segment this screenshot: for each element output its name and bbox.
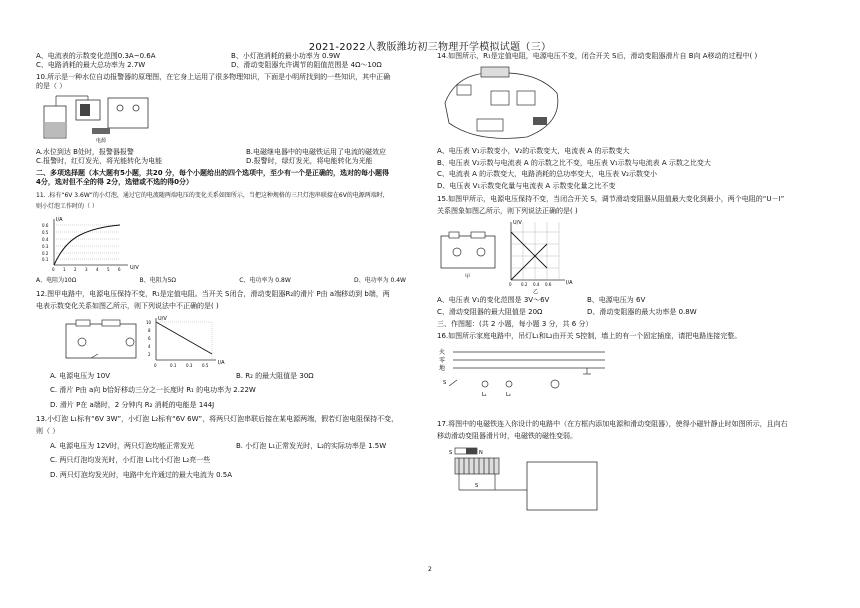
q11-xtick: 6 xyxy=(118,266,121,272)
q16-stem: 16.如图所示家庭电路中，吊灯L₁和L₂由开关 S控制，墙上的有一个固定插座，请把电路连接完整。 xyxy=(437,332,742,341)
page-number: 2 xyxy=(428,566,432,573)
q15-xtick: 0.2 xyxy=(521,282,528,288)
q17-needle-s-label: S xyxy=(449,449,453,456)
q15-xtick: 0 xyxy=(509,282,512,288)
q12-ytick: 6 xyxy=(148,335,151,341)
q13-option-c: C. 两只灯泡均发光时，小灯泡 L₁比小灯泡 L₂亮一些 xyxy=(50,456,211,465)
q11-ytick: 0.6 xyxy=(42,222,49,228)
q12-xtick: 0 xyxy=(154,362,157,368)
q12-circuit-figure xyxy=(36,314,236,370)
q14-option-a: A、电压表 V₁示数变小，V₂的示数变大，电流表 A 的示数变大 xyxy=(437,147,630,156)
q15-fig-left-label: 甲 xyxy=(465,274,471,281)
q11-xtick: 1 xyxy=(63,266,66,272)
q14-stem: 14.如图所示，R₁是定值电阻，电源电压不变，闭合开关 S后，滑动变阻器滑片自 B向 A移动的过程中( ) xyxy=(437,52,758,60)
left-column xyxy=(36,52,426,480)
q13-option-d: D. 两只灯泡均发光时，电路中允许通过的最大电流为 0.5A xyxy=(50,470,232,479)
q13-stem-line1: 13.小灯泡 L₁标有“6V 3W”，小灯泡 L₂标有“6V 6W”，将两只灯泡串联后接在某电源两端，假若灯泡电阻保持不变， xyxy=(36,414,399,423)
q11-xtick: 5 xyxy=(107,266,110,272)
page-title: 2021-2022人教版潍坊初三物理开学模拟试题（三） xyxy=(308,42,552,53)
q16-live-label: 火 xyxy=(439,348,446,356)
q16-household-circuit xyxy=(437,344,607,404)
right-column xyxy=(437,52,832,516)
q15-option-b: B、电源电压为 6V xyxy=(587,296,646,305)
q13-option-b: B. 小灯泡 L₁正常发光时，L₂的实际功率是 1.5W xyxy=(236,441,387,450)
q11-options xyxy=(36,277,406,285)
q14-option-b: B、电压表 V₂示数与电流表 A 的示数之比不变，电压表 V₁示数与电流表 A 示数之比变大 xyxy=(437,158,711,167)
q16-ground-label: 地 xyxy=(439,364,446,372)
q15-fig-ylabel: U/V xyxy=(513,220,522,227)
q15-option-d: D、滑动变阻器的最大功率是 0.8W xyxy=(587,307,697,316)
q14-option-d: D、电压表 V₁示数变化量与电流表 A 示数变化量之比不变 xyxy=(437,181,616,190)
q12-xtick: 0.1 xyxy=(170,362,177,368)
q10-stem-line1: 10.所示是一种水位自动报警器的原理图，在它身上运用了很多物理知识，下面是小明所找到的一些知识，其中正确 xyxy=(36,72,391,81)
q12-stem-line2: 电表示数变化关系如图乙所示，则下列说法中不正确的是( ) xyxy=(36,302,219,311)
q15-option-c: C、滑动变阻器的最大阻值是 20Ω xyxy=(437,307,543,316)
q9-option-a: A、电流表的示数变化范围0.3A~0.6A xyxy=(36,52,156,60)
q12-ytick: 8 xyxy=(148,327,151,333)
q12-option-c: C. 滑片 P由 a向 b恰好移动三分之一长度时 R₁ 的电功率为 2.22W xyxy=(50,386,256,395)
q15-xtick: 0.4 xyxy=(533,282,540,288)
q11-option-b: B、电阻为5Ω xyxy=(139,276,177,284)
q12-option-d: D. 滑片 P在 a端时，2 分钟内 R₂ 消耗的电能是 144J xyxy=(50,400,215,409)
q15-fig-right-label: 乙 xyxy=(533,289,539,295)
q12-stem-line1: 12.图甲电路中，电源电压保持不变，R₁是定值电阻。当开关 S闭合，滑动变阻器R₂的滑片 P由 a端移动到 b端，两 xyxy=(36,289,390,298)
q16-l1-label: L₁ xyxy=(482,391,487,398)
q11-ytick: 0.3 xyxy=(42,243,49,249)
q12-ytick: 10 xyxy=(146,319,152,325)
q10-options-row1 xyxy=(36,148,426,157)
q10-option-a: A.水位到达 B处时，报警器报警 xyxy=(36,147,134,156)
section2-heading-line1: 二、多项选择题（本大题有5小题，共20 分，每个小题给出的四个选项中，至少有一个是正确的，选对的每小题得 xyxy=(36,168,390,177)
q9-option-c: C、电路消耗的最大总功率为 2.7W xyxy=(36,61,146,70)
q15-circuit-and-graph xyxy=(437,218,577,294)
q13-stem-line2: 则（ ） xyxy=(36,427,60,436)
q11-option-c: C、电功率为 0.8W xyxy=(239,276,291,284)
q11-ytick: 0.2 xyxy=(42,250,49,256)
q12-ytick: 2 xyxy=(148,351,151,357)
q11-ytick: 0.5 xyxy=(42,229,49,235)
q10-option-d: D.报警时，绿灯发光，将电能转化为光能 xyxy=(246,157,373,166)
q17-switch-label: S xyxy=(475,482,479,489)
q13-options-row1 xyxy=(50,442,426,451)
q11-ytick: 0.1 xyxy=(42,256,49,262)
q12-xtick: 0.5 xyxy=(202,362,209,368)
q11-graph-xlabel: U/V xyxy=(130,264,139,271)
q15-stem-line2: 关系图象如图乙所示，则下列说法正确的是( ) xyxy=(437,206,578,215)
q17-stem-line1: 17.将图中的电磁铁连入你设计的电路中（在方框内添加电源和滑动变阻器），使得小磁针静止时如图所示，且向右 xyxy=(437,419,788,428)
q10-options-row2 xyxy=(36,157,426,166)
socket-icon xyxy=(551,380,559,388)
q15-xtick: 0.6 xyxy=(545,282,552,288)
q12-xtick: 0.3 xyxy=(186,362,193,368)
q15-stem-line1: 15.如图甲所示，电源电压保持不变，当闭合开关 S，调节滑动变阻器从阻值最大变化到最小，两个电阻的“U－I” xyxy=(437,195,785,204)
q12-fig-xlabel: I/A xyxy=(218,359,225,366)
q15-options-row1 xyxy=(437,296,832,305)
q11-xtick: 3 xyxy=(85,266,88,272)
q10-option-b: B.电磁继电器中的电磁铁运用了电流的磁效应 xyxy=(246,147,387,156)
section2-heading-line2: 4分，选对但不全的得 2分，选错或不选的得0分） xyxy=(36,178,194,187)
q16-neutral-label: 零 xyxy=(439,356,446,364)
q17-answer-box xyxy=(527,462,597,510)
q17-electromagnet-figure xyxy=(437,444,607,514)
q12-ytick: 4 xyxy=(148,343,151,349)
q9-option-d: D、滑动变阻器允许调节的阻值范围是 4Ω～10Ω xyxy=(231,61,382,70)
q12-fig-ylabel: U/V xyxy=(158,315,167,322)
q11-stem-line2: 则小灯泡工作时的（ ） xyxy=(36,202,98,210)
q12-option-a: A. 电源电压为 10V xyxy=(50,371,111,380)
lamp-l1-icon xyxy=(482,381,488,387)
q16-l2-label: L₂ xyxy=(506,391,511,398)
q11-stem-line1: 11. .标有“6V 3.6W”的小灯泡，通过它的电流随两端电压的变化关系如图所示，当把这种规格的三只灯泡串联接在6V的电源两端时， xyxy=(36,191,389,199)
q11-option-a: A、电阻为10Ω xyxy=(36,276,77,284)
q10-fig-label: 电源 xyxy=(96,137,107,144)
q15-options-row2 xyxy=(437,308,832,317)
q11-xtick: 2 xyxy=(74,266,77,272)
q11-xtick: 4 xyxy=(96,266,99,272)
q11-option-d: D、电功率为 0.4W xyxy=(353,276,406,284)
q10-option-c: C.报警时，红灯发光，将光能转化为电能 xyxy=(36,157,163,166)
q15-option-a: A、电压表 V₁的变化范围是 3V～6V xyxy=(437,296,550,305)
q14-option-c: C、电流表 A 的示数变大，电路消耗的总功率变大，电压表 V₂示数变小 xyxy=(437,170,657,179)
q16-switch-label: S xyxy=(443,379,447,386)
q9-option-b: B、小灯泡消耗的最小功率为 0.9W xyxy=(231,52,341,60)
q11-xtick: 0 xyxy=(52,266,55,272)
q11-graph-ylabel: I/A xyxy=(56,216,63,223)
q13-option-a: A. 电源电压为 12V时，两只灯泡均能正常发光 xyxy=(50,441,195,450)
q10-water-alarm-figure xyxy=(36,94,166,146)
q12-option-b: B. R₂ 的最大阻值是 30Ω xyxy=(236,371,314,380)
q17-needle-n-label: N xyxy=(479,449,483,456)
q10-stem-line2: 的是（ ） xyxy=(36,82,67,91)
q11-ytick: 0.4 xyxy=(42,236,49,242)
lamp-l2-icon xyxy=(506,381,512,387)
q11-iu-graph xyxy=(36,213,146,275)
q15-fig-xlabel: I/A xyxy=(566,280,573,287)
q9-options-row2 xyxy=(36,61,426,70)
q14-circuit-figure xyxy=(437,63,567,145)
q17-stem-line2: 移动滑动变阻器滑片时，电磁铁的磁性变弱。 xyxy=(437,432,577,441)
section3-heading: 三、作图题：(共 2 小题，每小题 3 分，共 6 分） xyxy=(437,319,593,328)
q12-options-row1 xyxy=(50,372,426,381)
